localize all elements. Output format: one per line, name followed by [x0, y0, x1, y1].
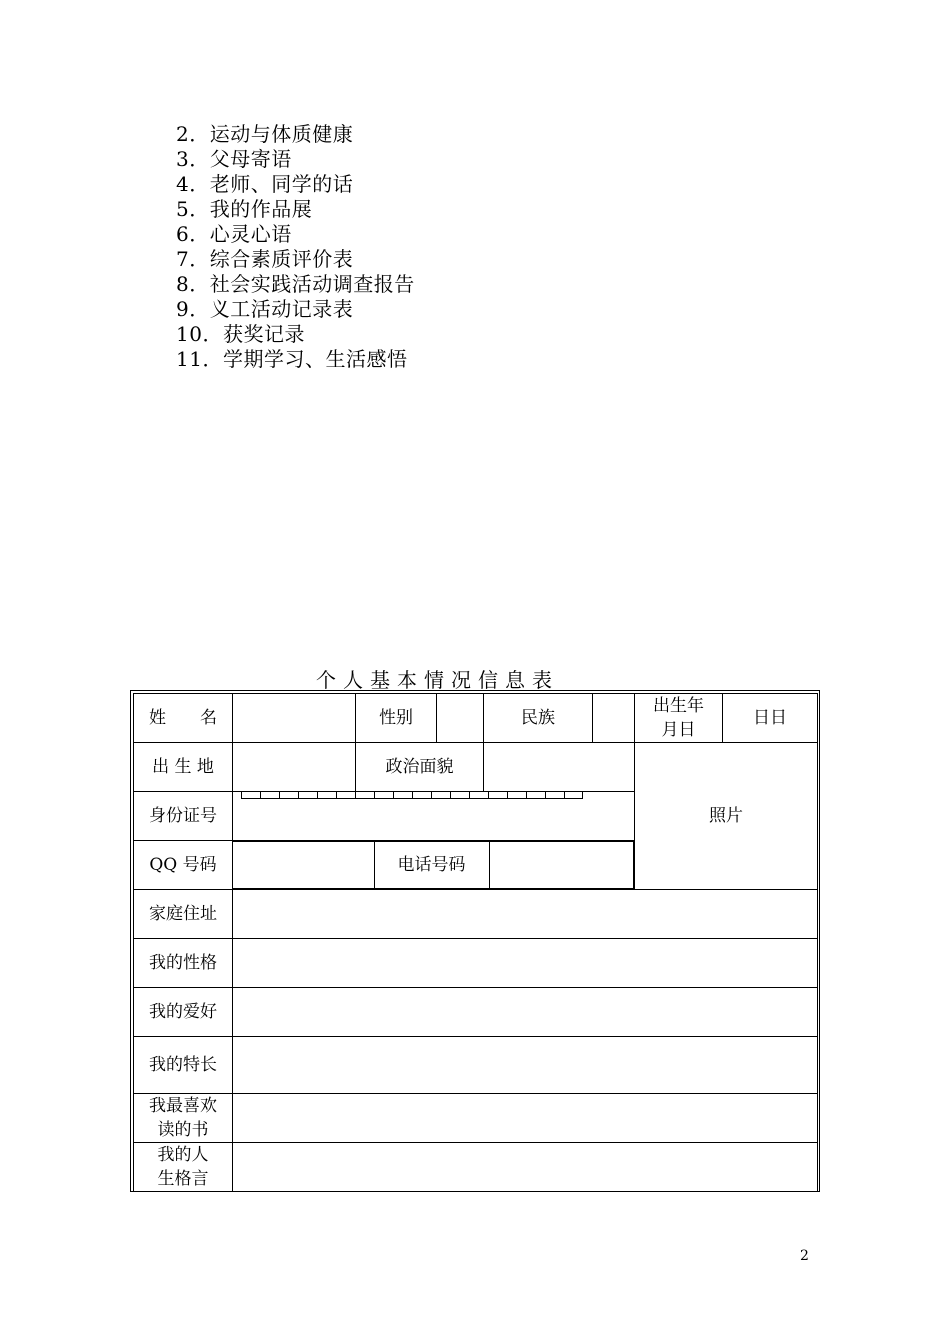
- id-digit-box[interactable]: [526, 792, 545, 800]
- id-digit-box[interactable]: [260, 792, 279, 800]
- id-digit-box[interactable]: [545, 792, 564, 800]
- name-field[interactable]: [233, 694, 356, 743]
- phone-label: 电话号码: [374, 842, 489, 889]
- personality-field[interactable]: [233, 939, 818, 988]
- photo-cell[interactable]: 照片: [635, 743, 818, 890]
- id-digit-box[interactable]: [431, 792, 450, 800]
- qq-field[interactable]: [233, 842, 374, 889]
- qq-phone-row: [233, 841, 635, 890]
- birth-label-line1: 出生年: [653, 696, 704, 716]
- id-digit-box[interactable]: [469, 792, 488, 800]
- political-field[interactable]: [484, 743, 635, 792]
- id-label: 身份证号: [134, 792, 233, 841]
- birth-label-line2: 月日: [661, 720, 696, 740]
- id-digit-box[interactable]: [412, 792, 431, 800]
- id-digit-box[interactable]: [241, 792, 260, 800]
- toc-item: 8．社会实践活动调查报告: [176, 272, 415, 296]
- ethnicity-label: 民族: [484, 694, 593, 743]
- motto-label-line1: 我的人: [157, 1145, 209, 1165]
- qq-label: QQ 号码: [134, 841, 233, 890]
- id-digit-box[interactable]: [317, 792, 336, 800]
- address-field[interactable]: [233, 890, 818, 939]
- motto-field[interactable]: [233, 1143, 818, 1192]
- talent-field[interactable]: [233, 1037, 818, 1094]
- toc-item: 6．心灵心语: [176, 222, 292, 246]
- form-title: 个人基本情况信息表: [316, 668, 559, 692]
- id-digit-box[interactable]: [355, 792, 374, 800]
- motto-label-line2: 生格言: [157, 1169, 209, 1189]
- id-digit-box[interactable]: [374, 792, 393, 800]
- id-digit-box[interactable]: [564, 792, 583, 800]
- ethnicity-field[interactable]: [593, 694, 635, 743]
- id-boxes[interactable]: [233, 792, 634, 801]
- book-label-line1: 我最喜欢: [149, 1096, 217, 1116]
- address-label: 家庭住址: [134, 890, 233, 939]
- table-of-contents: [176, 122, 415, 372]
- birth-field[interactable]: 日日: [723, 694, 818, 743]
- info-table: [133, 693, 818, 1192]
- id-field[interactable]: [233, 792, 635, 841]
- id-digit-box[interactable]: [507, 792, 526, 800]
- birthplace-label: 出 生 地: [134, 743, 233, 792]
- gender-label: 性别: [356, 694, 437, 743]
- toc-item: 9．义工活动记录表: [176, 297, 354, 321]
- toc-item: 5．我的作品展: [176, 197, 313, 221]
- birthplace-field[interactable]: [233, 743, 356, 792]
- hobby-field[interactable]: [233, 988, 818, 1037]
- id-digit-box[interactable]: [488, 792, 507, 800]
- toc-item: 10．获奖记录: [176, 322, 305, 346]
- political-label: 政治面貌: [356, 743, 484, 792]
- hobby-label: 我的爱好: [134, 988, 233, 1037]
- book-field[interactable]: [233, 1094, 818, 1143]
- book-label: [134, 1094, 233, 1143]
- gender-field[interactable]: [437, 694, 484, 743]
- toc-item: 2．运动与体质健康: [176, 122, 354, 146]
- id-digit-box[interactable]: [336, 792, 355, 800]
- personality-label: 我的性格: [134, 939, 233, 988]
- id-digit-box[interactable]: [298, 792, 317, 800]
- book-label-line2: 读的书: [157, 1120, 209, 1140]
- motto-label: [134, 1143, 233, 1192]
- page-number: 2: [800, 1248, 809, 1264]
- toc-item: 11．学期学习、生活感悟: [176, 347, 408, 371]
- toc-item: 3．父母寄语: [176, 147, 292, 171]
- birth-label: [635, 694, 723, 743]
- phone-field[interactable]: [489, 842, 634, 889]
- id-digit-box[interactable]: [393, 792, 412, 800]
- info-form: [130, 690, 820, 1192]
- talent-label: 我的特长: [134, 1037, 233, 1094]
- id-digit-box[interactable]: [279, 792, 298, 800]
- name-label: 姓 名: [134, 694, 233, 743]
- toc-item: 7．综合素质评价表: [176, 247, 354, 271]
- id-digit-box[interactable]: [450, 792, 469, 800]
- toc-item: 4．老师、同学的话: [176, 172, 354, 196]
